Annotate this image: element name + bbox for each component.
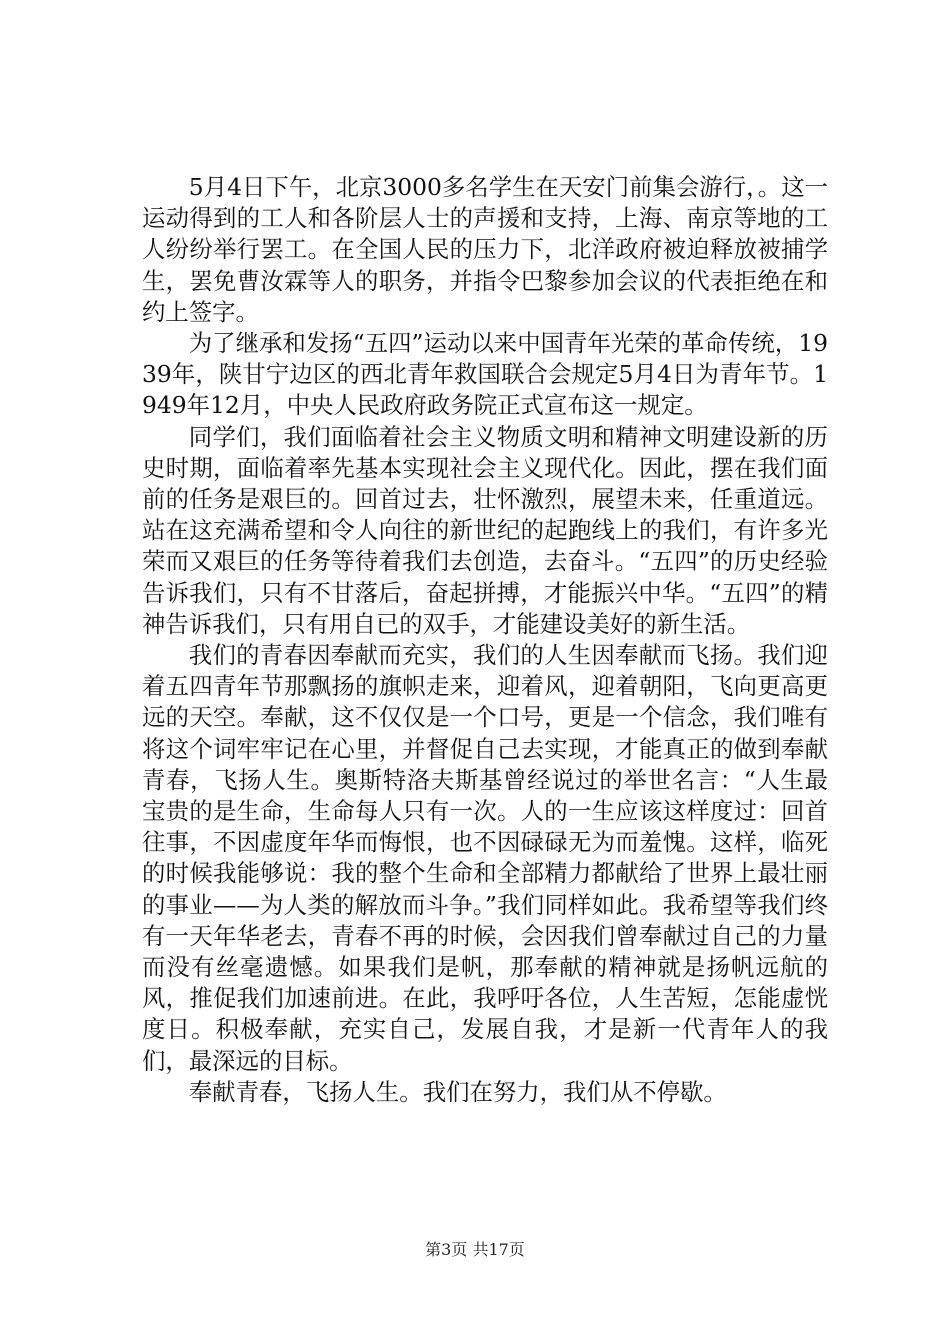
paragraph-1: 5月4日下午，北京3000多名学生在天安门前集会游行，。这一运动得到的工人和各阶层人士的声援和支持，上海、南京等地的工人纷纷举行罢工。在全国人民的压力下，北洋政府被迫释放被捕学生，罢免曹汝霖等人的职务，并指令巴黎参加会议的代表拒绝在和约上签字。	[142, 173, 828, 326]
page-number-footer: 第3页 共17页	[425, 1240, 525, 1259]
paragraph-4: 我们的青春因奉献而充实，我们的人生因奉献而飞扬。我们迎着五四青年节那飘扬的旗帜走来，迎着风，迎着朝阳，飞向更高更远的天空。奉献，这不仅仅是一个口号，更是一个信念，我们唯有将这个词牢牢记在心里，并督促自己去实现，才能真正的做到奉献青春，飞扬人生。奥斯特洛夫斯基曾经说过的举世名言：“人生最宝贵的是生命，生命每人只有一次。人的一生应该这样度过：回首往事，不因虚度年华而悔恨，也不因碌碌无为而羞愧。这样，临死的时候我能够说：我的整个生命和全部精力都献给了世界上最壮丽的事业——为人类的解放而斗争。”我们同样如此。我希望等我们终有一天年华老去，青春不再的时候，会因我们曾奉献过自己的力量而没有丝毫遗憾。如果我们是帆，那奉献的精神就是扬帆远航的风，推促我们加速前进。在此，我呼吁各位，人生苦短，怎能虚恍度日。积极奉献，充实自己，发展自我，才是新一代青年人的我们，最深远的目标。	[142, 641, 828, 1075]
paragraph-3: 同学们，我们面临着社会主义物质文明和精神文明建设新的历史时期，面临着率先基本实现社会主义现代化。因此，摆在我们面前的任务是艰巨的。回首过去，壮怀激烈，展望未来，任重道远。站在这充满希望和令人向往的新世纪的起跑线上的我们，有许多光荣而又艰巨的任务等待着我们去创造，去奋斗。“五四”的历史经验告诉我们，只有不甘落后，奋起拼搏，才能振兴中华。“五四”的精神告诉我们，只有用自已的双手，才能建设美好的新生活。	[142, 422, 828, 638]
paragraph-5: 奉献青春，飞扬人生。我们在努力，我们从不停歇。	[188, 1077, 727, 1106]
paragraph-2: 为了继承和发扬“五四”运动以来中国青年光荣的革命传统，1939年，陕甘宁边区的西北青年救国联合会规定5月4日为青年节。1949年12月，中央人民政府政务院正式宣布这一规定。	[142, 329, 828, 420]
document-body	[142, 172, 828, 1108]
